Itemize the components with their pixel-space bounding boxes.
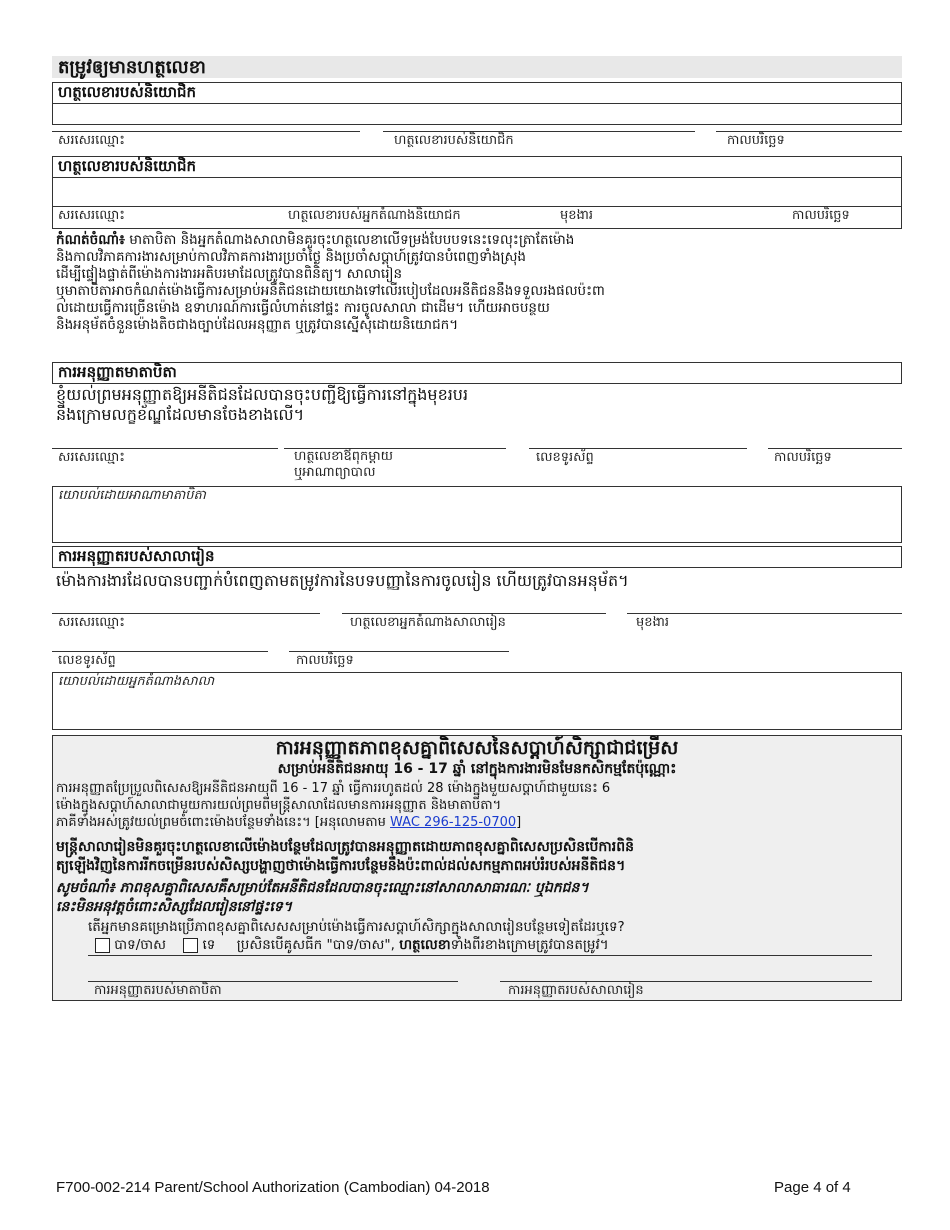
school-phone-label: លេខទូរស័ព្ទ	[58, 653, 116, 668]
note-line: មាតាបិតា និងអ្នកតំណាងសាលាមិនគួរចុះហត្ថលេខាលើទម្រង់បែបបទនេះទេលុះត្រាតែម៉ោង	[129, 232, 575, 248]
employer-title-label: មុខងារ	[560, 208, 594, 223]
parent-comments-label: យោបល់ដោយអាណាមាតាបិតា	[58, 488, 206, 503]
parent-phone-label: លេខទូរស័ព្ទ	[536, 450, 594, 465]
note-line: ដើម្បីផ្ទៀងផ្ទាត់ពីម៉ោងការងារអតិបរមាដែលត្រូវបានពិនិត្យ។ សាលារៀន	[56, 266, 403, 282]
parent-name-label: សរសេរឈ្មោះ	[58, 450, 125, 465]
parent-variance-label: ការអនុញ្ញាតរបស់មាតាបិតា	[94, 983, 222, 998]
employer-field-divider	[52, 206, 902, 207]
employer-signature-area[interactable]	[52, 177, 902, 229]
school-title-label: មុខងារ	[636, 615, 670, 630]
variance-body-line: ការអនុញ្ញាតប្រែប្រួលពិសេសឱ្យអនីតិជនអាយុពី 16 - 17 ឆ្នាំ ធ្វើការរហូតដល់ 28 ម៉ោងក្នុងមួយសប្ដាហ៍ជាមួយនេះ 6	[56, 781, 611, 796]
employee-signature-area[interactable]	[52, 103, 902, 125]
variance-body-line	[56, 814, 610, 831]
note-label: កំណត់ចំណាំ៖	[56, 232, 125, 248]
employer-name-label: សរសេរឈ្មោះ	[58, 208, 125, 223]
variance-warning	[56, 838, 634, 876]
variance-body-bracket: ]	[516, 815, 522, 830]
note-block	[56, 232, 902, 334]
employee-signature-header: ហត្ថលេខារបស់និយោជិក	[52, 82, 902, 104]
employee-date-label: កាលបរិច្ឆេទ	[727, 133, 785, 148]
variance-note	[56, 879, 589, 917]
note-line: ល់ដោយធ្វើការច្រើនម៉ោង ឧទាហរណ៍ការធ្វើលំហាត់នៅផ្ទះ ការចូលសាលា ជាដើម។ ហើយអាចបន្ថយ	[56, 300, 550, 316]
no-label: ទេ	[202, 937, 216, 953]
checkbox-row-underline	[88, 955, 872, 956]
parent-signature-label-line: ឬអាណាព្យាបាល	[294, 465, 376, 480]
parent-date-label: កាលបរិច្ឆេទ	[774, 450, 832, 465]
variance-body-text: ភាគីទាំងអស់ត្រូវយល់ព្រមចំពោះម៉ោងបន្ថែមទាំងនេះ។ [អនុលោមតាម	[56, 815, 391, 830]
variance-warning-line: ត្យឡើងវិញនៃការរីកចម្រើនរបស់សិស្សបង្ហាញថាម៉ោងធ្វើការបន្ថែមនឹងប៉ះពាល់ដល់សកម្មភាពអប់រំរបស់អនីតិជន។	[56, 858, 626, 874]
note-line: និងអនុម័តចំនួនម៉ោងតិចជាងច្បាប់ដែលអនុញ្ញាត ឬត្រូវបានស្នើសុំដោយនិយោជក។	[56, 317, 459, 333]
school-authorization-header: ការអនុញ្ញាតរបស់សាលារៀន	[52, 546, 902, 568]
school-name-label: សរសេរឈ្មោះ	[58, 615, 125, 630]
employee-name-label: សរសេរឈ្មោះ	[58, 133, 125, 148]
parent-statement-line: និងក្រោមលក្ខខ័ណ្ឌដែលមានចែងខាងលើ។	[56, 405, 305, 424]
parent-statement	[56, 385, 468, 425]
instruction-bold: ហត្ថលេខា	[399, 937, 451, 953]
school-variance-label: ការអនុញ្ញាតរបស់សាលារៀន	[508, 983, 644, 998]
instruction-text-end: ទាំងពីរខាងក្រោមត្រូវបានតម្រូវ។	[450, 937, 609, 953]
page-number: Page 4 of 4	[774, 1179, 851, 1196]
employer-date-label: កាលបរិច្ឆេទ	[792, 208, 850, 223]
variance-options	[95, 936, 609, 956]
parent-signature-label-line: ហត្ថលេខាឪពុកម្ដាយ	[294, 449, 394, 464]
yes-checkbox[interactable]	[95, 938, 110, 953]
school-rep-signature-label: ហត្ថលេខាអ្នកតំណាងសាលារៀន	[350, 615, 506, 630]
yes-label: បាទ/ចាស	[114, 937, 166, 953]
parent-authorization-header: ការអនុញ្ញាតមាតាបិតា	[52, 362, 902, 384]
wac-link[interactable]: WAC 296-125-0700	[390, 815, 517, 830]
variance-warning-line: មន្ត្រីសាលារៀនមិនគួរចុះហត្ថលេខាលើម៉ោងបន្ថែមដែលត្រូវបានអនុញ្ញាតដោយភាពខុសគ្នាពិសេសប្រសិនបើការពិនិ	[56, 839, 634, 855]
form-id: F700-002-214 Parent/School Authorization (Cambodian) 04-2018	[56, 1179, 490, 1196]
variance-note-line: នេះមិនអនុវត្តចំពោះសិស្សដែលរៀននៅផ្ទះទេ។	[56, 899, 292, 915]
page-title: តម្រូវឲ្យមានហត្ថលេខា	[58, 57, 206, 78]
employer-signature-header: ហត្ថលេខារបស់និយោជិក	[52, 156, 902, 178]
variance-body	[56, 780, 610, 831]
employer-rep-signature-label: ហត្ថលេខារបស់អ្នកតំណាងនិយោជក	[288, 208, 461, 223]
school-comments-label: យោបល់ដោយអ្នកតំណាងសាលា	[58, 674, 215, 689]
employee-signature-label: ហត្ថលេខារបស់និយោជិក	[394, 133, 514, 148]
variance-subtitle: សម្រាប់អនីតិជនអាយុ 16 - 17 ឆ្នាំ នៅក្នុងការងារមិនមែនកសិកម្មតែប៉ុណ្ណោះ	[277, 761, 677, 777]
variance-body-line: ម៉ោងក្នុងសប្ដាហ៍សាលាជាមួយការយល់ព្រមពីមន្ត្រីសាលាដែលមានការអនុញ្ញាត និងមាតាបិតា។	[56, 798, 502, 813]
note-line: និងកាលវិភាគការងារសម្រាប់កាលវិភាគការងារប្រចាំថ្ងៃ និងប្រចាំសប្ដាហ៍ត្រូវបានបំពេញទាំងស្រុង	[56, 249, 527, 265]
variance-question: តើអ្នកមានគម្រោងប្រើភាពខុសគ្នាពិសេសសម្រាប់ម៉ោងធ្វើការសប្ដាហ៍សិក្សាក្នុងសាលារៀនបន្ថែមទៀតដែរឬទេ?	[88, 919, 625, 935]
parent-statement-line: ខ្ញុំយល់ព្រមអនុញ្ញាតឱ្យអនីតិជនដែលបានចុះបញ្ជីឱ្យធ្វើការនៅក្នុងមុខរបរ	[56, 385, 469, 404]
variance-note-line: សូមចំណាំ៖ ភាពខុសគ្នាពិសេសគឺសម្រាប់តែអនីតិជនដែលបានចុះឈ្មោះនៅសាលាសាធារណៈ ឬឯកជន។	[56, 880, 589, 896]
note-line: ឬមាតាបិតាអាចកំណត់ម៉ោងធ្វើការសម្រាប់អនីតិជនដោយយោងទៅលើរបៀបដែលអនីតិជននឹងទទួលរងផលប៉ះពា	[56, 283, 605, 299]
variance-title: ការអនុញ្ញាតភាពខុសគ្នាពិសេសនៃសប្ដាហ៍សិក្សាជាជម្រើស	[275, 737, 679, 759]
school-statement: ម៉ោងការងារដែលបានបញ្ជាក់បំពេញតាមតម្រូវការនៃបទបញ្ញានៃការចូលរៀន ហើយត្រូវបានអនុម័ត។	[56, 571, 629, 590]
instruction-text: ប្រសិនបើគូសធីក "បាទ/ចាស",	[236, 937, 400, 953]
school-date-label: កាលបរិច្ឆេទ	[296, 653, 354, 668]
parent-signature-label	[294, 449, 393, 481]
no-checkbox[interactable]	[183, 938, 198, 953]
